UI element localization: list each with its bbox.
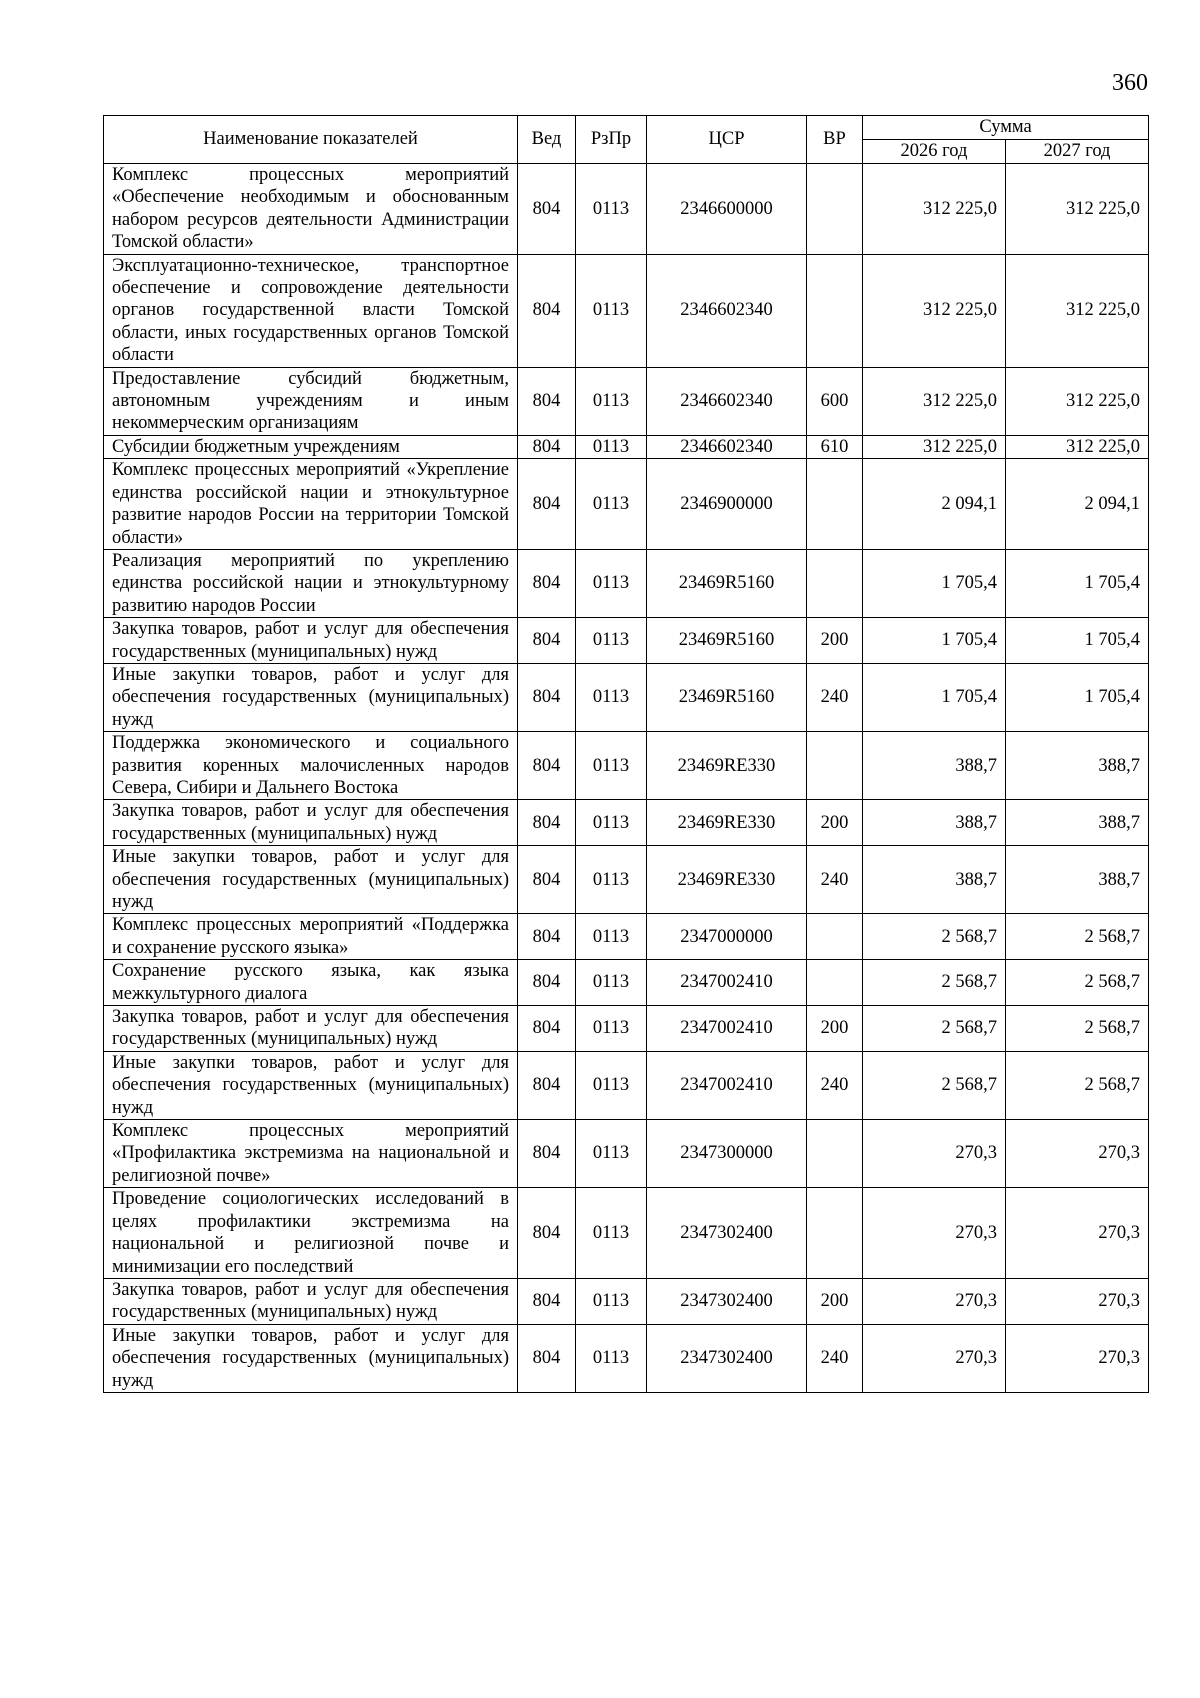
cell-csr: 2346900000 — [647, 459, 807, 550]
cell-csr: 2346602340 — [647, 435, 807, 458]
cell-name: Иные закупки товаров, работ и услуг для обеспечения государственных (муниципальных) нужд — [104, 1324, 518, 1392]
cell-csr: 23469R5160 — [647, 663, 807, 731]
cell-name: Реализация мероприятий по укреплению единства российской нации и этнокультурному развитию народов России — [104, 549, 518, 617]
table-row — [104, 549, 1149, 617]
cell-rzpr: 0113 — [576, 367, 647, 435]
cell-sum-2026: 312 225,0 — [863, 367, 1006, 435]
table-row — [104, 914, 1149, 960]
cell-sum-2027: 2 568,7 — [1006, 960, 1149, 1006]
cell-vr — [807, 549, 863, 617]
cell-vr — [807, 1188, 863, 1279]
cell-sum-2026: 1 705,4 — [863, 549, 1006, 617]
cell-sum-2027: 2 568,7 — [1006, 1051, 1149, 1119]
cell-name: Закупка товаров, работ и услуг для обеспечения государственных (муниципальных) нужд — [104, 1006, 518, 1052]
table-row — [104, 800, 1149, 846]
cell-ved: 804 — [518, 1120, 576, 1188]
cell-vr: 240 — [807, 1051, 863, 1119]
header-rzpr: РзПр — [576, 116, 647, 164]
cell-vr: 610 — [807, 435, 863, 458]
cell-sum-2027: 388,7 — [1006, 846, 1149, 914]
cell-name: Комплекс процессных мероприятий «Поддержка и сохранение русского языка» — [104, 914, 518, 960]
cell-csr: 2347002410 — [647, 1051, 807, 1119]
cell-sum-2026: 388,7 — [863, 846, 1006, 914]
cell-vr: 600 — [807, 367, 863, 435]
cell-ved: 804 — [518, 914, 576, 960]
header-year-2027: 2027 год — [1006, 140, 1149, 164]
table-body — [104, 164, 1149, 1393]
cell-vr — [807, 914, 863, 960]
cell-rzpr: 0113 — [576, 164, 647, 255]
cell-sum-2027: 312 225,0 — [1006, 367, 1149, 435]
table-row — [104, 435, 1149, 458]
header-ved: Вед — [518, 116, 576, 164]
cell-ved: 804 — [518, 1278, 576, 1324]
cell-sum-2026: 270,3 — [863, 1120, 1006, 1188]
cell-csr: 2347302400 — [647, 1324, 807, 1392]
cell-ved: 804 — [518, 1051, 576, 1119]
cell-ved: 804 — [518, 1188, 576, 1279]
cell-rzpr: 0113 — [576, 1120, 647, 1188]
cell-name: Проведение социологических исследований в целях профилактики экстремизма на национальной и религиозной почве и минимизации его последствий — [104, 1188, 518, 1279]
cell-sum-2027: 270,3 — [1006, 1188, 1149, 1279]
cell-sum-2026: 2 094,1 — [863, 459, 1006, 550]
table-row — [104, 1120, 1149, 1188]
cell-rzpr: 0113 — [576, 435, 647, 458]
cell-ved: 804 — [518, 435, 576, 458]
cell-ved: 804 — [518, 459, 576, 550]
cell-sum-2027: 1 705,4 — [1006, 549, 1149, 617]
cell-ved: 804 — [518, 618, 576, 664]
cell-sum-2026: 388,7 — [863, 800, 1006, 846]
cell-rzpr: 0113 — [576, 549, 647, 617]
cell-csr: 2346602340 — [647, 254, 807, 367]
cell-name: Закупка товаров, работ и услуг для обеспечения государственных (муниципальных) нужд — [104, 1278, 518, 1324]
cell-sum-2026: 388,7 — [863, 732, 1006, 800]
cell-sum-2026: 2 568,7 — [863, 1051, 1006, 1119]
cell-name: Эксплуатационно-техническое, транспортное обеспечение и сопровождение деятельности органов государственной власти Томской области, иных государственных органов Томской области — [104, 254, 518, 367]
cell-vr — [807, 164, 863, 255]
cell-csr: 2346602340 — [647, 367, 807, 435]
cell-sum-2026: 1 705,4 — [863, 663, 1006, 731]
table-row — [104, 459, 1149, 550]
cell-sum-2027: 2 568,7 — [1006, 914, 1149, 960]
cell-sum-2027: 270,3 — [1006, 1120, 1149, 1188]
cell-name: Иные закупки товаров, работ и услуг для обеспечения государственных (муниципальных) нужд — [104, 846, 518, 914]
cell-rzpr: 0113 — [576, 960, 647, 1006]
cell-vr: 200 — [807, 618, 863, 664]
cell-name: Сохранение русского языка, как языка межкультурного диалога — [104, 960, 518, 1006]
cell-name: Комплекс процессных мероприятий «Профилактика экстремизма на национальной и религиозной почве» — [104, 1120, 518, 1188]
cell-rzpr: 0113 — [576, 846, 647, 914]
cell-rzpr: 0113 — [576, 914, 647, 960]
cell-name: Предоставление субсидий бюджетным, автономным учреждениям и иным некоммерческим организациям — [104, 367, 518, 435]
cell-vr: 200 — [807, 1006, 863, 1052]
cell-sum-2027: 1 705,4 — [1006, 618, 1149, 664]
table-row — [104, 254, 1149, 367]
cell-ved: 804 — [518, 800, 576, 846]
cell-ved: 804 — [518, 846, 576, 914]
cell-vr — [807, 732, 863, 800]
cell-sum-2027: 2 568,7 — [1006, 1006, 1149, 1052]
cell-ved: 804 — [518, 732, 576, 800]
cell-rzpr: 0113 — [576, 254, 647, 367]
cell-ved: 804 — [518, 1324, 576, 1392]
cell-sum-2027: 312 225,0 — [1006, 254, 1149, 367]
cell-csr: 23469R5160 — [647, 618, 807, 664]
table-row — [104, 1051, 1149, 1119]
cell-sum-2027: 2 094,1 — [1006, 459, 1149, 550]
table-row — [104, 1278, 1149, 1324]
cell-sum-2026: 270,3 — [863, 1188, 1006, 1279]
cell-csr: 2347302400 — [647, 1278, 807, 1324]
cell-ved: 804 — [518, 254, 576, 367]
cell-rzpr: 0113 — [576, 618, 647, 664]
cell-ved: 804 — [518, 663, 576, 731]
cell-csr: 23469RE330 — [647, 732, 807, 800]
cell-name: Иные закупки товаров, работ и услуг для обеспечения государственных (муниципальных) нужд — [104, 1051, 518, 1119]
table-row — [104, 1188, 1149, 1279]
cell-csr: 2346600000 — [647, 164, 807, 255]
cell-rzpr: 0113 — [576, 1006, 647, 1052]
cell-sum-2026: 2 568,7 — [863, 914, 1006, 960]
cell-sum-2026: 270,3 — [863, 1278, 1006, 1324]
cell-name: Иные закупки товаров, работ и услуг для обеспечения государственных (муниципальных) нужд — [104, 663, 518, 731]
table-row — [104, 960, 1149, 1006]
cell-csr: 2347002410 — [647, 960, 807, 1006]
cell-sum-2026: 312 225,0 — [863, 164, 1006, 255]
cell-name: Поддержка экономического и социального развития коренных малочисленных народов Севера, Сибири и Дальнего Востока — [104, 732, 518, 800]
cell-ved: 804 — [518, 1006, 576, 1052]
cell-sum-2027: 388,7 — [1006, 800, 1149, 846]
cell-sum-2026: 1 705,4 — [863, 618, 1006, 664]
table-row — [104, 846, 1149, 914]
cell-vr — [807, 254, 863, 367]
cell-vr — [807, 1120, 863, 1188]
cell-name: Комплекс процессных мероприятий «Укрепление единства российской нации и этнокультурное развитие народов России на территории Томской области» — [104, 459, 518, 550]
cell-sum-2026: 312 225,0 — [863, 254, 1006, 367]
cell-sum-2027: 270,3 — [1006, 1324, 1149, 1392]
header-vr: ВР — [807, 116, 863, 164]
cell-sum-2026: 2 568,7 — [863, 1006, 1006, 1052]
page-number: 360 — [1112, 70, 1148, 96]
cell-vr: 240 — [807, 1324, 863, 1392]
cell-vr — [807, 459, 863, 550]
cell-sum-2027: 1 705,4 — [1006, 663, 1149, 731]
cell-name: Закупка товаров, работ и услуг для обеспечения государственных (муниципальных) нужд — [104, 800, 518, 846]
table-row — [104, 1006, 1149, 1052]
cell-sum-2026: 312 225,0 — [863, 435, 1006, 458]
cell-name: Комплекс процессных мероприятий «Обеспечение необходимым и обоснованным набором ресурсов деятельности Администрации Томской области» — [104, 164, 518, 255]
budget-table — [103, 115, 1149, 1393]
cell-csr: 23469RE330 — [647, 846, 807, 914]
cell-rzpr: 0113 — [576, 1324, 647, 1392]
header-csr: ЦСР — [647, 116, 807, 164]
cell-vr: 200 — [807, 1278, 863, 1324]
table-row — [104, 164, 1149, 255]
cell-csr: 2347302400 — [647, 1188, 807, 1279]
header-year-2026: 2026 год — [863, 140, 1006, 164]
cell-sum-2026: 270,3 — [863, 1324, 1006, 1392]
cell-sum-2026: 2 568,7 — [863, 960, 1006, 1006]
header-sum: Сумма — [863, 116, 1149, 140]
cell-vr: 240 — [807, 846, 863, 914]
cell-csr: 2347002410 — [647, 1006, 807, 1052]
cell-vr — [807, 960, 863, 1006]
table-row — [104, 1324, 1149, 1392]
cell-rzpr: 0113 — [576, 459, 647, 550]
table-row — [104, 618, 1149, 664]
cell-csr: 23469R5160 — [647, 549, 807, 617]
cell-ved: 804 — [518, 549, 576, 617]
cell-rzpr: 0113 — [576, 1051, 647, 1119]
table-header — [104, 116, 1149, 164]
cell-sum-2027: 388,7 — [1006, 732, 1149, 800]
cell-vr: 240 — [807, 663, 863, 731]
cell-vr: 200 — [807, 800, 863, 846]
cell-csr: 2347300000 — [647, 1120, 807, 1188]
table-row — [104, 663, 1149, 731]
table-row — [104, 732, 1149, 800]
cell-name: Закупка товаров, работ и услуг для обеспечения государственных (муниципальных) нужд — [104, 618, 518, 664]
cell-name: Субсидии бюджетным учреждениям — [104, 435, 518, 458]
table-row — [104, 367, 1149, 435]
cell-rzpr: 0113 — [576, 1188, 647, 1279]
cell-csr: 2347000000 — [647, 914, 807, 960]
cell-csr: 23469RE330 — [647, 800, 807, 846]
cell-ved: 804 — [518, 367, 576, 435]
cell-ved: 804 — [518, 164, 576, 255]
cell-ved: 804 — [518, 960, 576, 1006]
cell-rzpr: 0113 — [576, 800, 647, 846]
cell-sum-2027: 312 225,0 — [1006, 435, 1149, 458]
cell-rzpr: 0113 — [576, 1278, 647, 1324]
cell-sum-2027: 312 225,0 — [1006, 164, 1149, 255]
cell-sum-2027: 270,3 — [1006, 1278, 1149, 1324]
cell-rzpr: 0113 — [576, 663, 647, 731]
cell-rzpr: 0113 — [576, 732, 647, 800]
header-name: Наименование показателей — [104, 116, 518, 164]
